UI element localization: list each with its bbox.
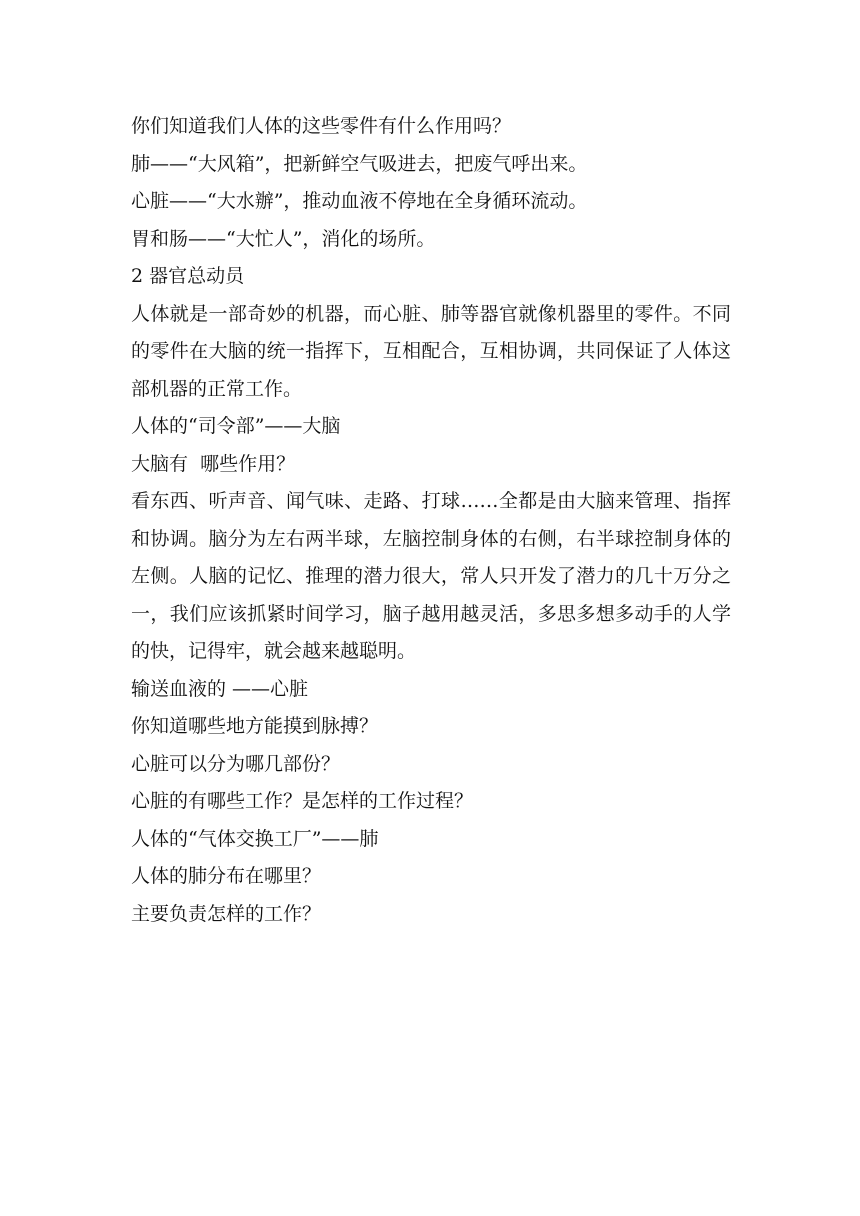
document-body [131,108,731,933]
heart-heading: 输送血液的 ——心脏 [131,677,309,700]
stomach-intestine-description: 胃和肠——“大忙人”，消化的场所。 [131,227,436,250]
lung-location-question: 人体的肺分布在哪里？ [131,865,322,887]
heart-work-question: 心脏的有哪些工作？是怎样的工作过程？ [131,790,474,812]
question-organ-functions: 你们知道我们人体的这些零件有什么作用吗？ [131,115,512,137]
lung-description: 肺——“大风箱”，把新鲜空气吸进去，把废气呼出来。 [131,152,588,175]
brain-heading: 人体的“司令部”——大脑 [131,415,341,437]
paragraph-brain-functions: 看东西、听声音、闻气味、走路、打球……全都是由大脑来管理、指挥和协调。脑分为左右两半球，左脑控制身体的右侧，右半球控制身体的左侧。人脑的记忆、推理的潜力很大，常人只开发了潜力的几十万分之一，我们应该抓紧时间学习，脑子越用越灵活，多思多想多动手的人学的快，记得牢，就会越来越聪明。 [131,490,731,662]
brain-question: 大脑有 哪些作用？ [131,452,296,475]
section-heading-organs: 2 器官总动员 [131,265,245,287]
heart-parts-question: 心脏可以分为哪几部份？ [131,752,341,775]
lung-work-question: 主要负责怎样的工作？ [131,902,322,925]
heart-description: 心脏——“大水辦”，推动血液不停地在全身循环流动。 [131,190,588,212]
paragraph-body-machine: 人体就是一部奇妙的机器，而心脏、肺等器官就像机器里的零件。不同的零件在大脑的统一指挥下，互相配合，互相协调，共同保证了人体这部机器的正常工作。 [131,302,731,400]
pulse-question: 你知道哪些地方能摸到脉搏？ [131,715,379,737]
lung-heading: 人体的“气体交换工厂”——肺 [131,827,379,850]
